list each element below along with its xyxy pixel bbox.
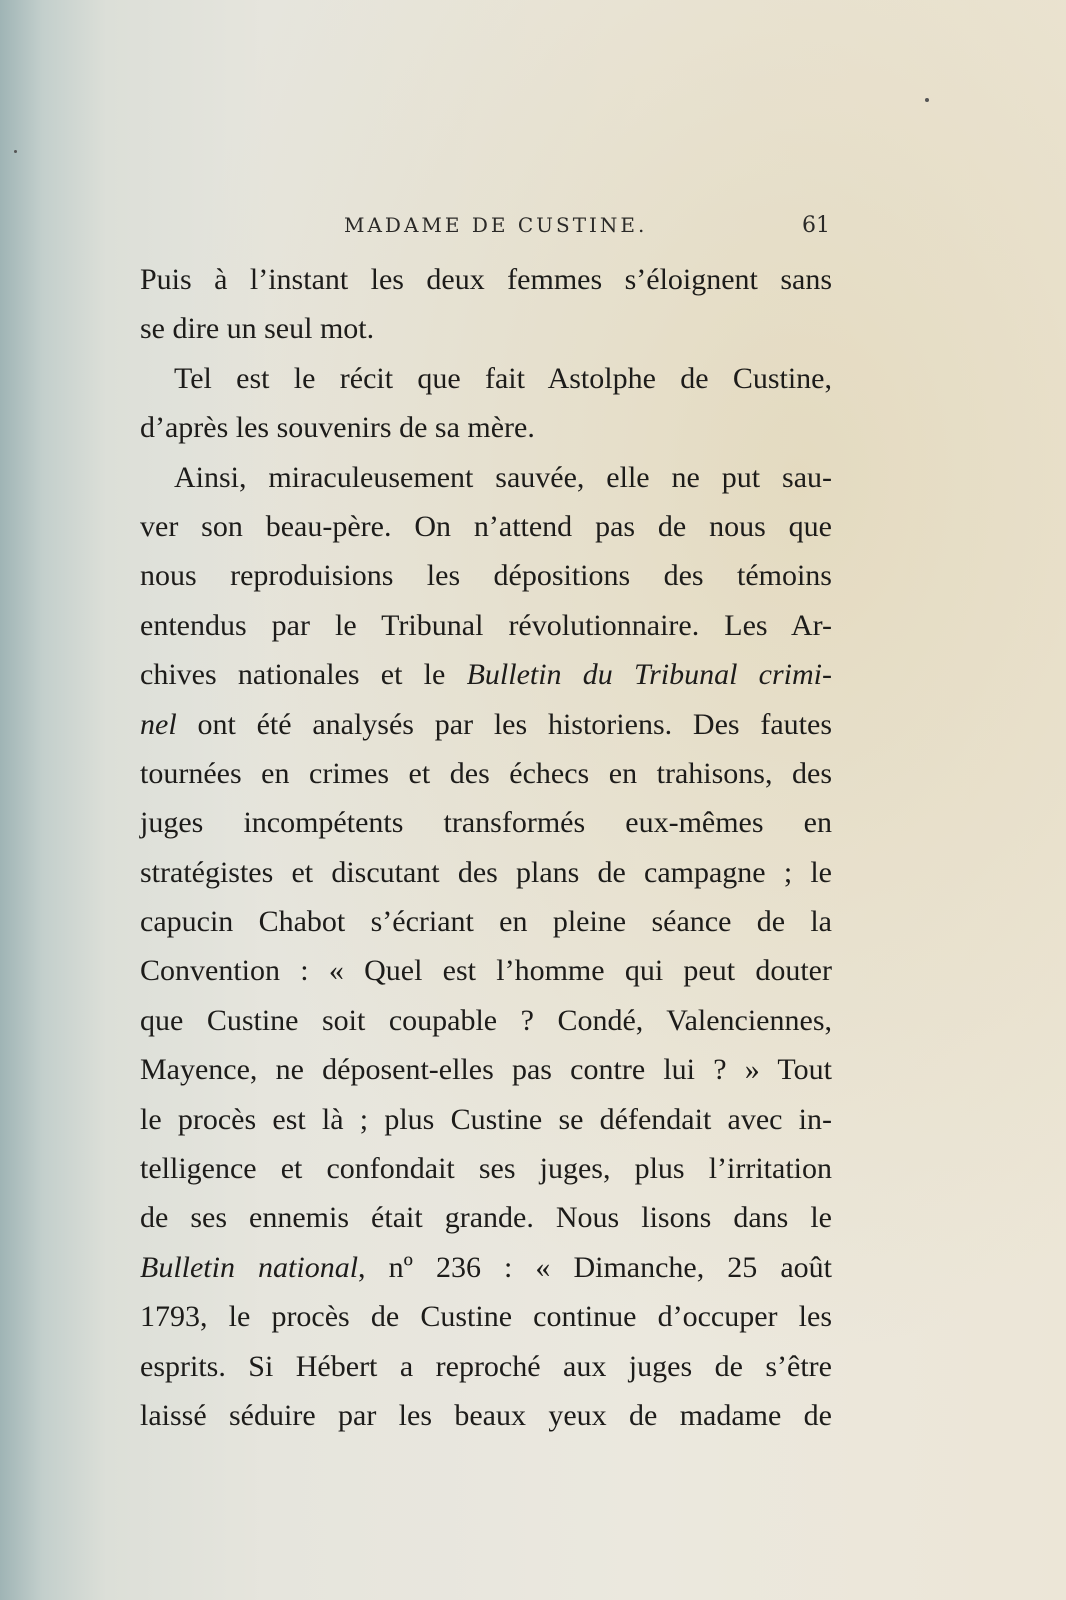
- text-line: Tel est le récit que fait Astolphe de Custine,: [174, 361, 832, 395]
- text-line: Convention : « Quel est l’homme qui peut douter: [140, 954, 832, 988]
- text-line: stratégistes et discutant des plans de campagne ; le: [140, 855, 832, 889]
- text-line: nel ont été analysés par les historiens. Des fautes: [140, 707, 832, 741]
- text-line: ver son beau-père. On n’attend pas de nous que: [140, 509, 832, 543]
- text-line: 1793, le procès de Custine continue d’occuper les: [140, 1300, 832, 1334]
- text-line: laissé séduire par les beaux yeux de madame de: [140, 1398, 832, 1432]
- paper-speck: [14, 150, 17, 153]
- text-line: capucin Chabot s’écriant en pleine séance de la: [140, 905, 832, 939]
- text-line: telligence et confondait ses juges, plus l’irritation: [140, 1152, 832, 1186]
- page-header: [140, 213, 830, 249]
- text-line: Puis à l’instant les deux femmes s’éloignent sans: [140, 263, 832, 296]
- italic-title: nel: [140, 707, 177, 741]
- text-line: de ses ennemis était grande. Nous lisons dans le: [140, 1201, 832, 1235]
- text-line: juges incompétents transformés eux-mêmes en: [140, 806, 832, 840]
- text-line: que Custine soit coupable ? Condé, Valenciennes,: [140, 1003, 832, 1037]
- text-line: tournées en crimes et des échecs en trahisons, des: [140, 756, 832, 790]
- text-line: se dire un seul mot.: [140, 312, 375, 346]
- italic-title: Bulletin du Tribunal crimi-: [466, 658, 832, 692]
- paper-speck: [925, 98, 929, 102]
- italic-title: Bulletin national: [140, 1250, 359, 1284]
- text-line: Mayence, ne déposent-elles pas contre lui ? » Tout: [140, 1053, 832, 1087]
- text-line: nous reproduisions les dépositions des témoins: [140, 559, 832, 593]
- running-title: MADAME DE CUSTINE.: [344, 213, 648, 237]
- text-line: Ainsi, miraculeusement sauvée, elle ne put sau-: [174, 460, 832, 494]
- text-line: Bulletin national, nº 236 : « Dimanche, 25 août: [140, 1250, 832, 1284]
- body-text: [140, 255, 832, 1440]
- text-line: le procès est là ; plus Custine se défendait avec in-: [140, 1102, 832, 1136]
- text-line: entendus par le Tribunal révolutionnaire. Les Ar-: [140, 608, 832, 642]
- text-line: chives nationales et le Bulletin du Tribunal crimi-: [140, 658, 832, 692]
- page-number: 61: [802, 213, 830, 238]
- text-line: d’après les souvenirs de sa mère.: [140, 411, 535, 445]
- text-line: esprits. Si Hébert a reproché aux juges de s’être: [140, 1349, 832, 1383]
